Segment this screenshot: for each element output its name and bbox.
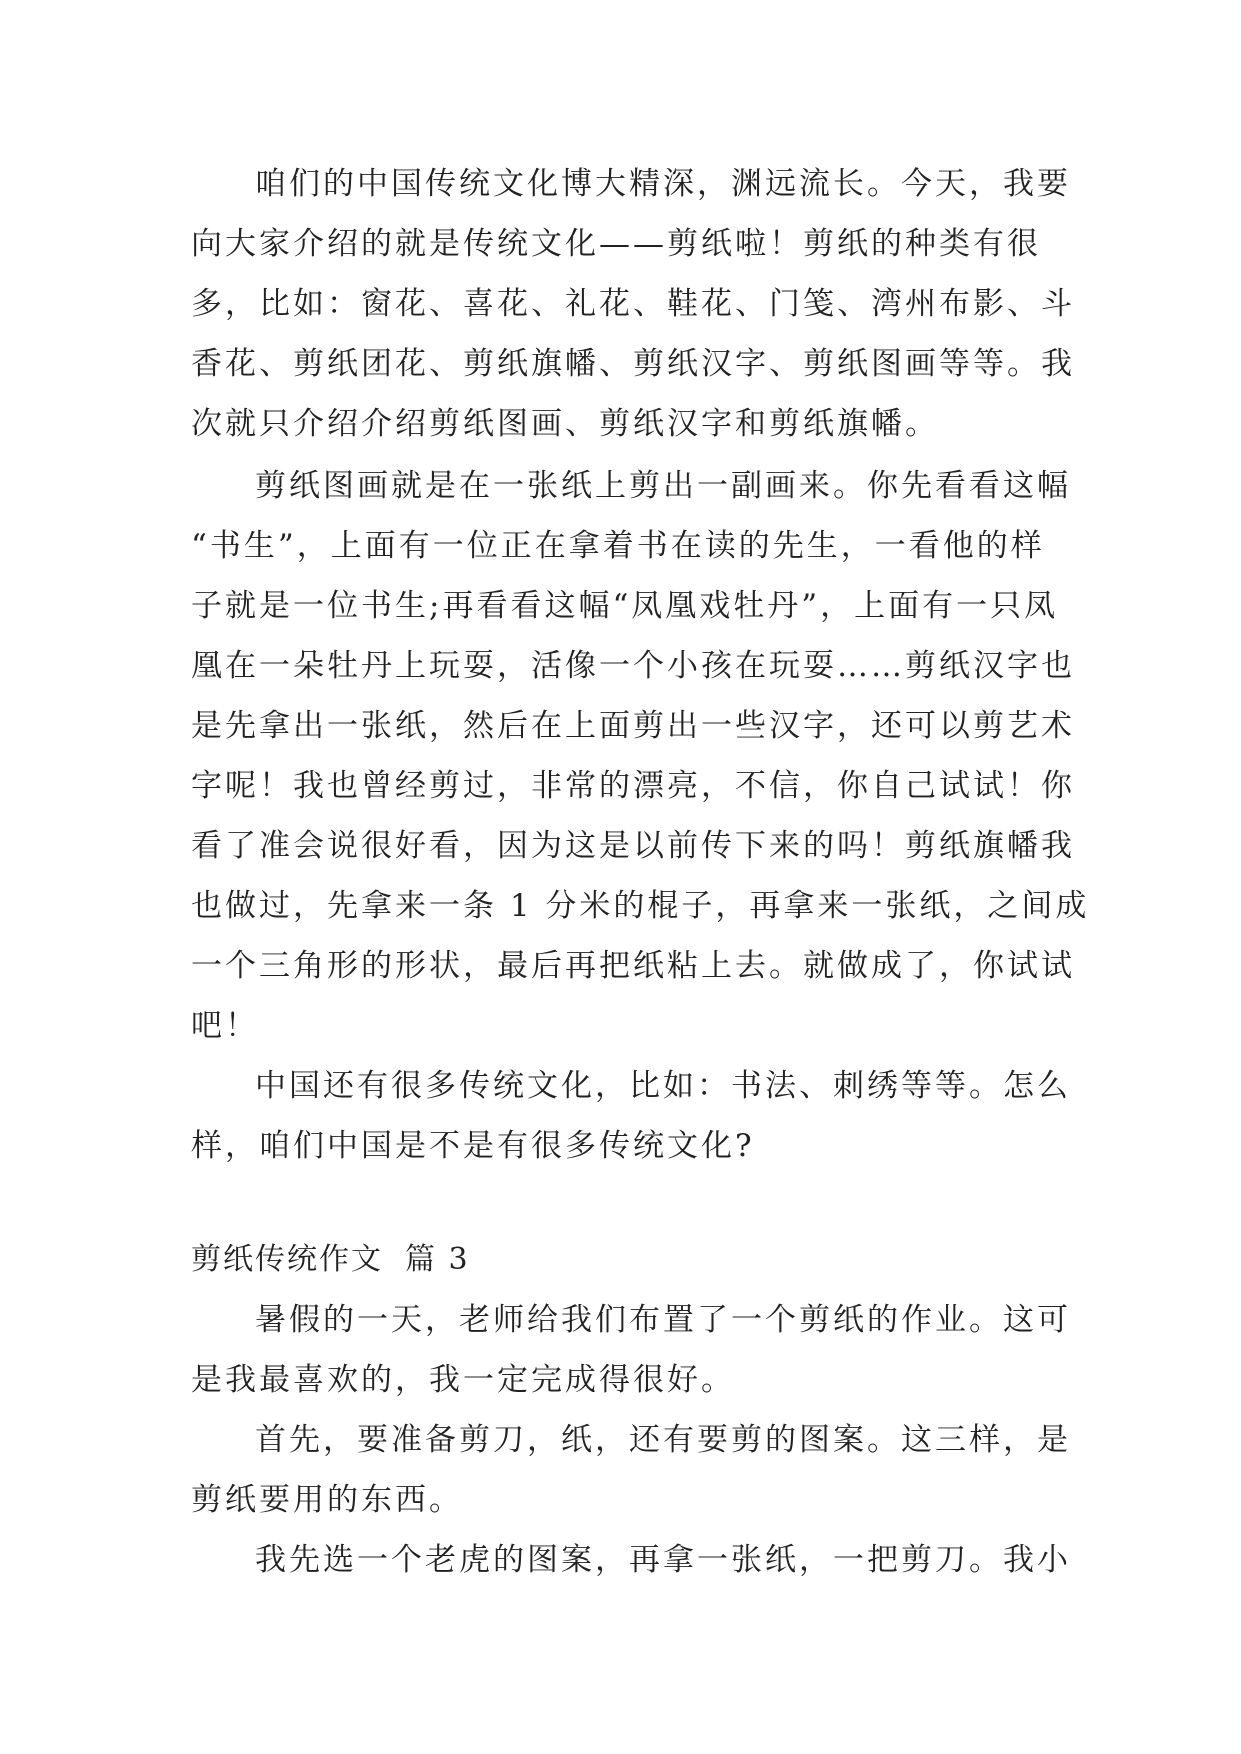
paragraph-1-line-3: 多，比如：窗花、喜花、礼花、鞋花、门笺、湾州布影、斗 xyxy=(191,286,1075,322)
paragraph-1-line-4: 香花、剪纸团花、剪纸旗幡、剪纸汉字、剪纸图画等等。我 xyxy=(191,346,1075,382)
section-paragraph-2-line-2: 剪纸要用的东西。 xyxy=(191,1482,463,1518)
paragraph-2-line-2: “书生”，上面有一位正在拿着书在读的先生，一看他的样 xyxy=(191,528,1045,564)
paragraph-2-line-7: 看了准会说很好看，因为这是以前传下来的吗！剪纸旗幡我 xyxy=(191,828,1075,864)
paragraph-2-line-4: 凰在一朵牡丹上玩耍，活像一个小孩在玩耍……剪纸汉字也 xyxy=(191,648,1075,684)
paragraph-2-line-10: 吧！ xyxy=(191,1008,259,1044)
paragraph-2-line-6: 字呢！我也曾经剪过，非常的漂亮，不信，你自己试试！你 xyxy=(191,768,1075,804)
paragraph-3-line-2: 样，咱们中国是不是有很多传统文化? xyxy=(191,1128,755,1164)
paragraph-1-line-5: 次就只介绍介绍剪纸图画、剪纸汉字和剪纸旗幡。 xyxy=(191,406,939,442)
paragraph-2-line-9: 一个三角形的形状，最后再把纸粘上去。就做成了，你试试 xyxy=(191,948,1075,984)
section-paragraph-1-line-2: 是我最喜欢的，我一定完成得很好。 xyxy=(191,1362,735,1398)
paragraph-2-line-1: 剪纸图画就是在一张纸上剪出一副画来。你先看看这幅 xyxy=(255,468,1071,504)
paragraph-3-line-1: 中国还有很多传统文化，比如：书法、刺绣等等。怎么 xyxy=(255,1068,1071,1104)
section-paragraph-1-line-1: 暑假的一天，老师给我们布置了一个剪纸的作业。这可 xyxy=(255,1302,1071,1338)
paragraph-2-line-5: 是先拿出一张纸，然后在上面剪出一些汉字，还可以剪艺术 xyxy=(191,708,1075,744)
section-paragraph-2-line-1: 首先，要准备剪刀，纸，还有要剪的图案。这三样，是 xyxy=(255,1422,1071,1458)
section-heading xyxy=(191,1240,1051,1280)
paragraph-1-line-1: 咱们的中国传统文化博大精深，渊远流长。今天，我要 xyxy=(255,166,1071,202)
paragraph-2-line-8: 也做过，先拿来一条 1 分米的棍子，再拿来一张纸，之间成 xyxy=(191,888,1090,924)
section-part-label: 篇 3 xyxy=(405,1242,470,1277)
paragraph-1-line-2: 向大家介绍的就是传统文化——剪纸啦！剪纸的种类有很 xyxy=(191,226,1041,262)
section-paragraph-3-line-1: 我先选一个老虎的图案，再拿一张纸，一把剪刀。我小 xyxy=(255,1542,1071,1578)
section-title: 剪纸传统作文 xyxy=(191,1242,383,1277)
paragraph-2-line-3: 子就是一位书生;再看看这幅“凤凰戏牡丹”，上面有一只凤 xyxy=(191,588,1059,624)
